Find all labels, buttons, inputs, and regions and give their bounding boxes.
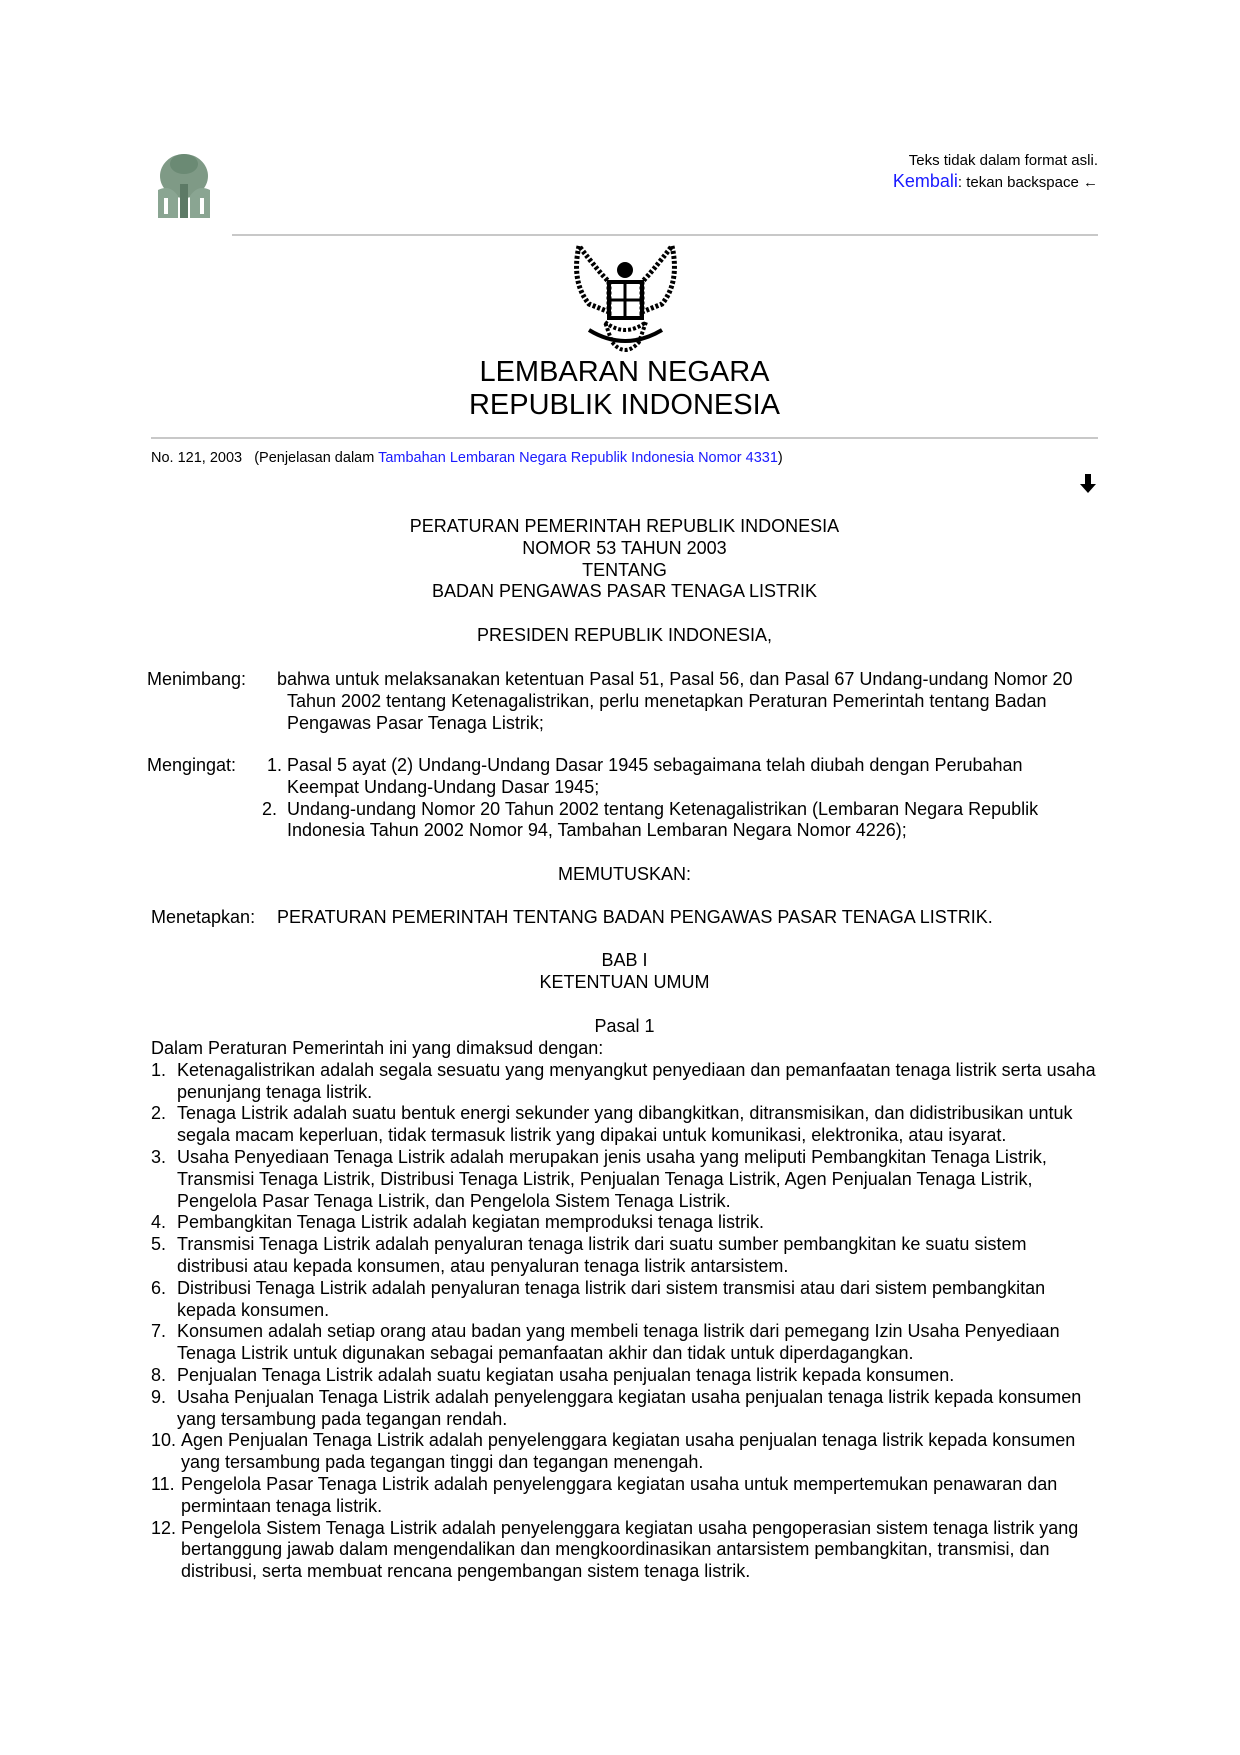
- format-note: Teks tidak dalam format asli.: [908, 152, 1098, 169]
- mengingat-item: [262, 799, 1097, 843]
- mengingat-item: [267, 755, 1097, 799]
- regulation-title: PERATURAN PEMERINTAH REPUBLIK INDONESIA: [409, 516, 840, 536]
- menetapkan-section: [151, 907, 1098, 929]
- explanation-prefix: (Penjelasan dalam: [254, 450, 379, 466]
- list-item: 1. Ketenagalistrikan adalah segala sesuatu yang menyangkut penyediaan dan pemanfaatan tenaga listrik serta usaha penunjang tenaga listrik.: [151, 1059, 1096, 1102]
- article-title: Pasal 1: [594, 1016, 655, 1036]
- definitions-list: [151, 1060, 1101, 1583]
- regulation-about: TENTANG: [582, 559, 667, 580]
- divider: [232, 234, 1098, 236]
- list-item: 12. Pengelola Sistem Tenaga Listrik adalah penyelenggara kegiatan usaha pengoperasian sistem tenaga listrik yang bertanggung jawab dalam mengendalikan dan mengkoordinasikan antarsistem pembangkitan, transmisi, dan distribusi, serta membuat rencana pengembangan sistem tenaga listrik.: [151, 1517, 1079, 1582]
- memutuskan-heading: MEMUTUSKAN:: [557, 864, 691, 884]
- chapter-title: KETENTUAN UMUM: [539, 971, 710, 992]
- regulation-number: NOMOR 53 TAHUN 2003: [522, 537, 727, 558]
- list-item: 10. Agen Penjualan Tenaga Listrik adalah penyelenggara kegiatan usaha penjualan tenaga listrik kepada konsumen yang tersambung pada tegangan tinggi dan tegangan menengah.: [151, 1430, 1076, 1473]
- list-item: 9. Usaha Penjualan Tenaga Listrik adalah penyelenggara kegiatan usaha penjualan tenaga listrik kepada konsumen yang tersambung pada tegangan rendah.: [151, 1386, 1082, 1429]
- back-hint: : tekan backspace ←: [957, 174, 1098, 191]
- gazette-number: No. 121, 2003: [151, 450, 243, 466]
- item-number: 1.: [267, 755, 283, 775]
- supplement-link[interactable]: Tambahan Lembaran Negara Republik Indonesia Nomor 4331: [378, 450, 778, 466]
- article-intro: Dalam Peraturan Pemerintah ini yang dimaksud dengan:: [151, 1038, 604, 1058]
- arrow-down-icon[interactable]: [1079, 474, 1097, 494]
- menimbang-section: [147, 669, 1098, 734]
- back-link[interactable]: Kembali: [892, 171, 958, 191]
- mengingat-label: Mengingat:: [147, 755, 237, 775]
- item-text: Pasal 5 ayat (2) Undang-Undang Dasar 1945 sebagaimana telah diubah dengan Perubahan Keempat Undang-Undang Dasar 1945;: [287, 755, 1023, 797]
- list-item: 7. Konsumen adalah setiap orang atau badan yang membeli tenaga listrik dari pemegang Izin Usaha Penyediaan Tenaga Listrik untuk digunakan sebagai pemanfaatan akhir dan tidak untuk diperdagangkan.: [151, 1321, 1060, 1364]
- chapter-number: BAB I: [601, 950, 648, 970]
- list-item: 2. Tenaga Listrik adalah suatu bentuk energi sekunder yang dibangkitkan, ditransmisikan, dan didistribusikan untuk segala macam keperluan, tidak termasuk listrik yang dipakai untuk komunikasi, elektronika, atau isyarat.: [151, 1103, 1073, 1146]
- item-number: 2.: [262, 798, 278, 819]
- list-item: 5. Transmisi Tenaga Listrik adalah penyaluran tenaga listrik dari suatu sumber pembangkitan ke suatu sistem distribusi atau kepada konsumen, atau penyaluran tenaga listrik antarsistem.: [151, 1234, 1027, 1276]
- item-text: Undang-undang Nomor 20 Tahun 2002 tentang Ketenagalistrikan (Lembaran Negara Republik Indonesia Tahun 2002 Nomor 94, Tambahan Lembaran Negara Nomor 4226);: [287, 798, 1039, 841]
- garuda-emblem-icon: [569, 242, 682, 358]
- masthead-line2: REPUBLIK INDONESIA: [468, 389, 781, 421]
- list-item: 8. Penjualan Tenaga Listrik adalah suatu kegiatan usaha penjualan tenaga listrik kepada konsumen.: [151, 1364, 955, 1385]
- list-item: 3. Usaha Penyediaan Tenaga Listrik adalah merupakan jenis usaha yang meliputi Pembangkitan Tenaga Listrik, Transmisi Tenaga Listrik, Distribusi Tenaga Listrik, Penjualan Tenaga Listrik, Agen Penjualan Tenaga Listrik, Pengelola Pasar Tenaga Listrik, dan Pengelola Sistem Tenaga Listrik.: [151, 1146, 1047, 1211]
- list-item: 11. Pengelola Pasar Tenaga Listrik adalah penyelenggara kegiatan usaha untuk mempertemukan penawaran dan permintaan tenaga listrik.: [151, 1473, 1058, 1516]
- explanation-suffix: ): [777, 450, 783, 466]
- regulation-subject: BADAN PENGAWAS PASAR TENAGA LISTRIK: [431, 581, 818, 602]
- menimbang-text: bahwa untuk melaksanakan ketentuan Pasal 51, Pasal 56, dan Pasal 67 Undang-undang Nomor 20 Tahun 2002 tentang Ketenagalistrikan, perlu menetapkan Peraturan Pemerintah tentang Badan Pengawas Pasar Tenaga Listrik;: [277, 669, 1073, 733]
- menimbang-label: Menimbang:: [147, 669, 247, 689]
- masthead-line1: LEMBARAN NEGARA: [479, 356, 770, 388]
- tree-logo-icon[interactable]: [154, 154, 214, 220]
- president-heading: PRESIDEN REPUBLIK INDONESIA,: [476, 625, 773, 645]
- menetapkan-text: PERATURAN PEMERINTAH TENTANG BADAN PENGAWAS PASAR TENAGA LISTRIK.: [277, 907, 993, 927]
- list-item: 4. Pembangkitan Tenaga Listrik adalah kegiatan memproduksi tenaga listrik.: [151, 1212, 765, 1233]
- list-item: 6. Distribusi Tenaga Listrik adalah penyaluran tenaga listrik dari sistem transmisi atau dari sistem pembangkitan kepada konsumen.: [151, 1277, 1046, 1320]
- divider: [151, 437, 1098, 439]
- menetapkan-label: Menetapkan:: [151, 907, 256, 927]
